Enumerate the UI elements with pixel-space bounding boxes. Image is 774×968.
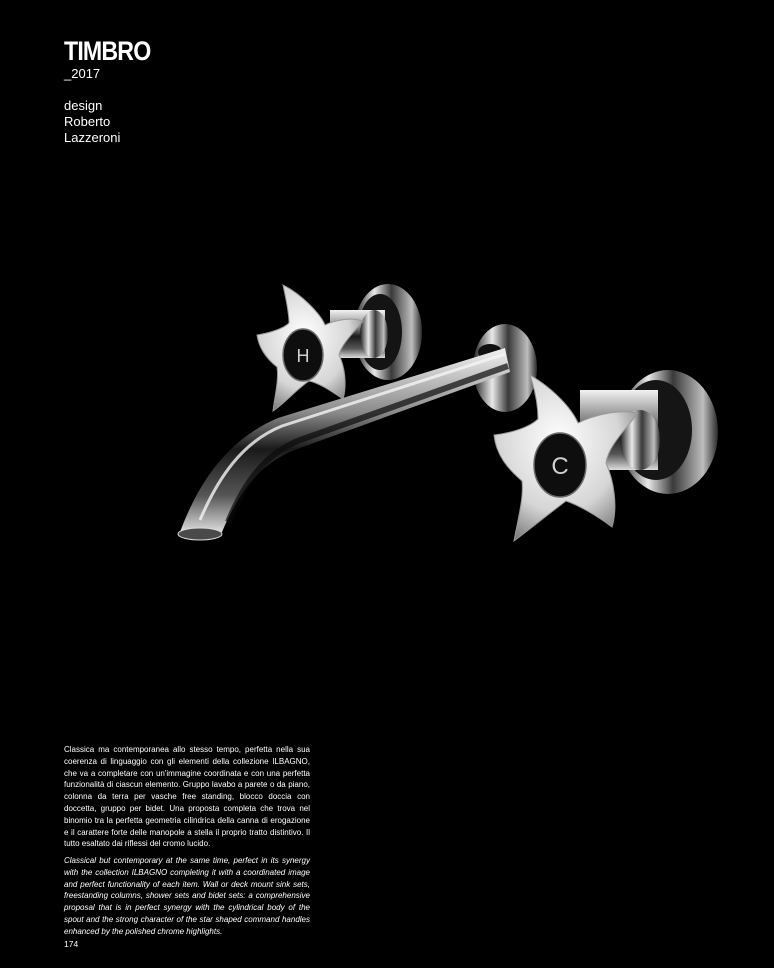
hot-letter: H [296, 346, 310, 366]
designer-last-name: Lazzeroni [64, 130, 121, 145]
designer-first-name: Roberto [64, 114, 111, 129]
description-english: Classical but contemporary at the same time, perfect in its synergy with the collection ILBAGNO completing it with a coordinated image and perfect functionality of each item. Wall or deck mount sink sets, freestanding columns, shower sets and bidet sets: a comprehensive proposal that is in perfect synergy with the cylindrical body of the spout and the strong character of the star shaped command handles enhanced by the polished chrome highlights. [64, 856, 310, 936]
cold-letter: C [551, 453, 569, 480]
page-number: 174 [64, 939, 79, 949]
design-label: design [64, 98, 103, 113]
product-title: TIMBRO [64, 36, 151, 66]
description-italian: Classica ma contemporanea allo stesso tempo, perfetta nella sua coerenza di linguaggio con gli elementi della collezione ILBAGNO, che va a completare con un'immagine coordinata e con una perfetta funzionalità di ciascun elemento. Gruppo lavabo a parete o da piano, colonna da terra per vasche free standing, blocco doccia con doccetta, gruppo per bidet. Una proposta completa che trova nel binomio tra la perfetta geometria cilindrica della canna di erogazione e il carattere forte delle manopole a stella il proprio tratto distintivo. Il tutto esaltato dai riflessi del cromo lucido. [64, 745, 310, 849]
product-year: _2017 [64, 66, 101, 81]
designer-credit [64, 98, 120, 146]
faucet-product-image [160, 270, 740, 590]
